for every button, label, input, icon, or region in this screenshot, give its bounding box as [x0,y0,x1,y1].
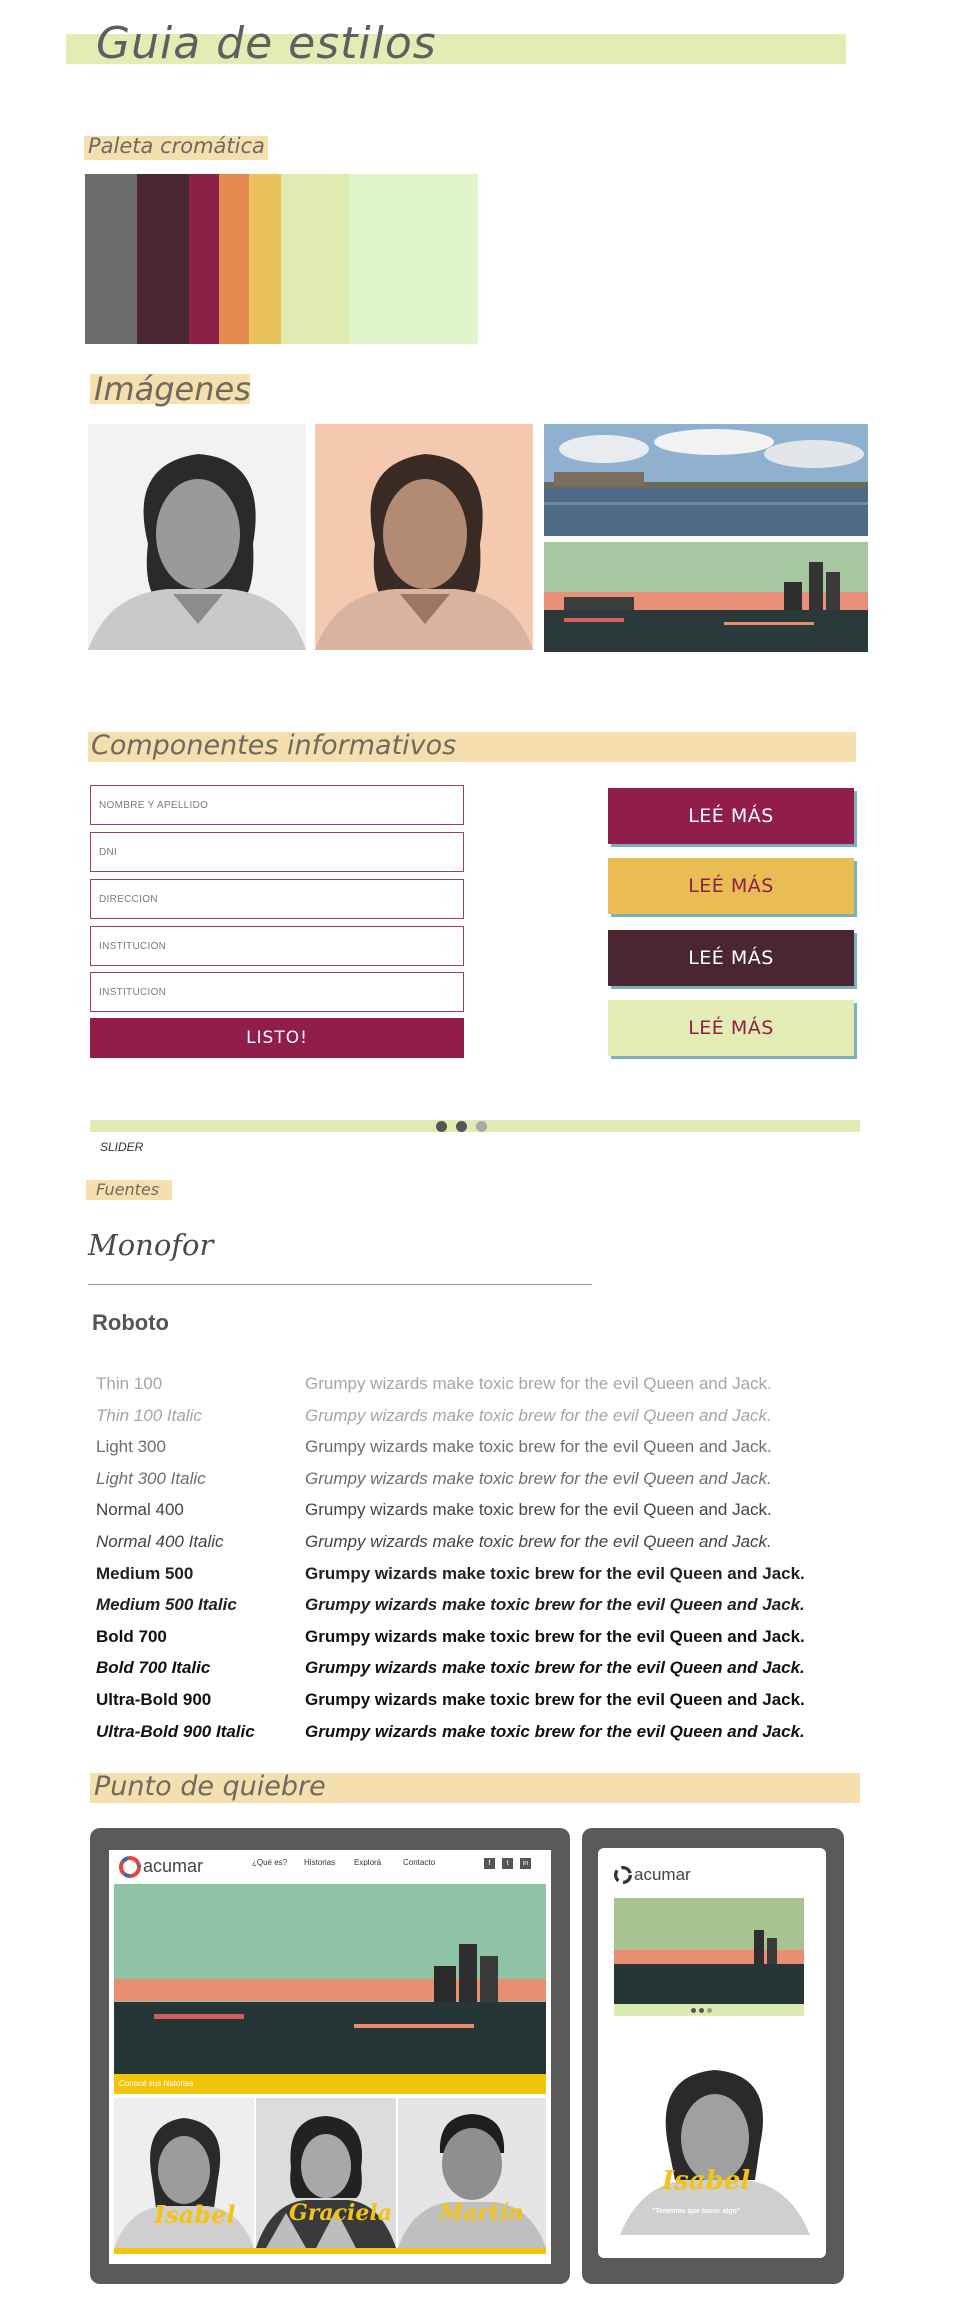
desktop-mockup-screen [109,1850,551,2264]
slider-dot[interactable] [476,1121,487,1132]
font-weight-name: Thin 100 [96,1374,163,1393]
font-weight-name: Thin 100 Italic [96,1405,202,1425]
font-weight-row [96,1500,896,1530]
font-weight-row [96,1532,896,1562]
font-weight-name: Medium 500 Italic [96,1595,237,1615]
desktop-portrait-name: Isabel [154,2200,236,2229]
color-swatch [85,174,137,344]
font-weight-sample: Grumpy wizards make toxic brew for the evil Queen and Jack. [305,1500,772,1520]
font-weight-sample: Grumpy wizards make toxic brew for the evil Queen and Jack. [305,1405,772,1425]
font-weight-sample: Grumpy wizards make toxic brew for the evil Queen and Jack. [305,1595,805,1615]
portrait-grayscale-image [88,424,306,650]
twitter-icon[interactable]: t [502,1858,513,1869]
components-title: Componentes informativos [91,730,457,761]
color-palette [85,174,478,344]
images-title: Imágenes [94,370,251,408]
palette-title: Paleta cromática [88,134,265,158]
submit-button[interactable]: LISTO! [90,1018,464,1058]
desktop-hero-image [114,1884,546,2074]
font-weight-name: Ultra-Bold 900 Italic [96,1721,255,1741]
font-weight-name: Bold 700 [96,1626,167,1646]
font-weight-row [96,1658,896,1688]
slider-dot[interactable] [436,1121,447,1132]
institution-field-2[interactable] [90,972,464,1012]
facebook-icon[interactable]: f [484,1858,495,1869]
acumar-logo-icon [119,1856,141,1878]
slider-dot[interactable] [456,1121,467,1132]
font-weight-name: Bold 700 Italic [96,1658,211,1678]
font-weight-sample: Grumpy wizards make toxic brew for the evil Queen and Jack. [305,1532,772,1551]
read-more-button-yellow[interactable]: LEÉ MÁS [608,858,854,914]
font-weight-name: Normal 400 Italic [96,1532,224,1551]
tablet-slider-dot[interactable] [699,2008,704,2013]
institution-field[interactable] [90,926,464,966]
pier-landscape-image [544,424,868,536]
font-weight-sample: Grumpy wizards make toxic brew for the evil Queen and Jack. [305,1374,772,1393]
font-weight-row [96,1627,896,1657]
font-weight-name: Normal 400 [96,1500,184,1520]
font-weight-row [96,1595,896,1625]
font-divider [88,1284,592,1285]
font-weight-sample: Grumpy wizards make toxic brew for the evil Queen and Jack. [305,1626,805,1646]
font-weight-sample: Grumpy wizards make toxic brew for the evil Queen and Jack. [305,1658,805,1678]
font-weight-name: Medium 500 [96,1563,194,1583]
font-weight-row [96,1722,896,1752]
color-swatch [349,174,478,344]
tablet-hero-image [614,1898,804,2016]
desktop-nav-item[interactable]: Contacto [403,1858,436,1867]
color-swatch [137,174,189,344]
font-family-name: Roboto [92,1310,169,1335]
desktop-footer-bar [114,2248,546,2254]
dni-field[interactable] [90,832,464,872]
tablet-slider-dot[interactable] [691,2008,696,2013]
font-weight-row [96,1437,896,1467]
font-weight-sample: Grumpy wizards make toxic brew for the evil Queen and Jack. [305,1468,772,1488]
slider-bar [90,1120,860,1132]
desktop-banner-text: Conocé sus historias [119,2079,194,2088]
color-swatch [249,174,281,344]
portrait-sepia-image [315,424,533,650]
read-more-button-dark[interactable]: LEÉ MÁS [608,930,854,986]
desktop-portrait-name: Graciela [289,2200,392,2226]
tablet-slider-dot[interactable] [707,2008,712,2013]
font-weight-row [96,1690,896,1720]
desktop-logo-text: acumar [143,1856,204,1876]
font-weight-row [96,1406,896,1436]
font-weight-name: Ultra-Bold 900 [96,1690,212,1709]
desktop-nav-item[interactable]: Historias [304,1858,336,1867]
font-weight-row [96,1564,896,1594]
color-swatch [189,174,219,344]
font-weight-row [96,1469,896,1499]
tablet-logo-text: acumar [634,1865,691,1884]
display-font-sample: Monofor [88,1228,214,1262]
color-swatch [281,174,348,344]
acumar-logo-icon [614,1866,632,1884]
tablet-mockup-screen [598,1848,826,2258]
breakpoints-title: Punto de quiebre [94,1771,326,1802]
tablet-portrait-name: Isabel [662,2166,751,2196]
desktop-nav-item[interactable]: Explorá [354,1858,382,1867]
tablet-portrait-quote: "Tenemos que hacer algo" [652,2208,741,2215]
color-swatch [219,174,249,344]
font-weight-sample: Grumpy wizards make toxic brew for the evil Queen and Jack. [305,1437,772,1457]
font-weight-sample: Grumpy wizards make toxic brew for the evil Queen and Jack. [305,1690,805,1709]
fonts-title: Fuentes [96,1180,160,1199]
font-weight-name: Light 300 Italic [96,1468,206,1488]
page-title: Guia de estilos [96,18,437,69]
desktop-nav-item[interactable]: ¿Qué es? [252,1858,288,1867]
font-weight-sample: Grumpy wizards make toxic brew for the evil Queen and Jack. [305,1721,805,1741]
font-weight-row [96,1374,896,1404]
address-field[interactable] [90,879,464,919]
font-weight-sample: Grumpy wizards make toxic brew for the evil Queen and Jack. [305,1563,805,1583]
font-weight-name: Light 300 [96,1437,166,1457]
slider-label: SLIDER [100,1140,144,1154]
sunset-city-image [544,542,868,652]
desktop-portrait-name: Martín [439,2200,524,2226]
linkedin-icon[interactable]: in [520,1858,531,1869]
read-more-button-primary[interactable]: LEÉ MÁS [608,788,854,844]
full-name-field[interactable] [90,785,464,825]
read-more-button-light[interactable]: LEÉ MÁS [608,1000,854,1056]
